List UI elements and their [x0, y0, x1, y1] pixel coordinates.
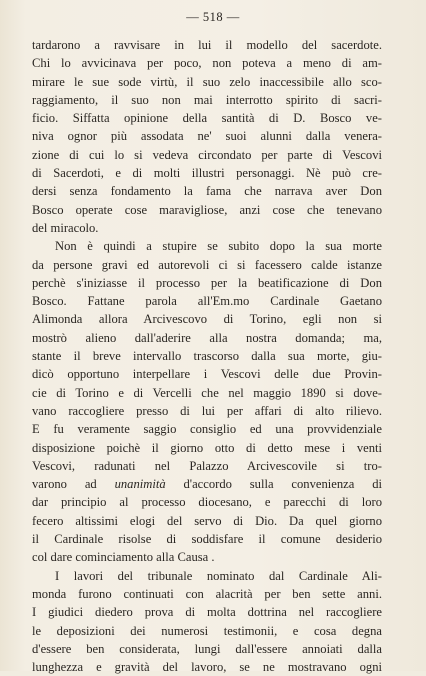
- text-line: varono ad unanimità d'accordo sulla convenienza di: [32, 477, 383, 492]
- text-line: cie di Torino e di Vercelli che nel maggio 1890 si dove-: [32, 385, 382, 400]
- text-line: vano raccogliere presso di lui per affari di alto rilievo.: [32, 403, 382, 418]
- text-line: del miracolo.: [32, 220, 99, 235]
- text-line: niva ognor più assodata ne' suoi alunni dalla venera-: [32, 129, 382, 144]
- text-line: Bosco operate cose maravigliose, anzi cose che tenevano: [32, 202, 382, 217]
- text-line: mostrò alieno dall'aderire alla nostra domanda; ma,: [32, 330, 382, 345]
- text-line: col dare cominciamento alla Causa .: [32, 550, 215, 565]
- text-line: da persone gravi ed autorevoli ci si facessero calde istanze: [32, 257, 382, 272]
- emphasized-word: unanimità: [114, 477, 166, 492]
- text-line: il Cardinale risolse di soddisfare il comune desiderio: [32, 532, 382, 547]
- text-line: stante il breve intervallo trascorso dalla sua morte, giu-: [32, 349, 382, 364]
- text-line: tardarono a ravvisare in lui il modello del sacerdote.: [32, 38, 382, 52]
- text-line: lunghezza e gravità del lavoro, se ne mostravano ogni: [32, 660, 382, 675]
- text-line: I lavori del tribunale nominato dal Cardinale Ali-: [55, 568, 382, 583]
- text-line: disposizione poichè il giorno otto di detto mese i venti: [32, 440, 382, 455]
- text-line: d'essere ben considerata, lungi dall'essere annoiati dalla: [32, 641, 382, 656]
- text-line: dersi senza fondamento la fama che narrava aver Don: [32, 184, 382, 199]
- text-line: zione di cui lo si vedeva circondato per parte di Vescovi: [32, 147, 382, 162]
- text-line: perchè s'iniziasse il processo per la beatificazione di Don: [32, 275, 382, 290]
- text-line: dar principio al processo diocesano, e parecchi di loro: [32, 495, 382, 510]
- text-line: Chi lo avvicinava per poco, non poteva a meno di am-: [32, 56, 382, 71]
- text-line: fecero altissimi elogi del servo di Dio. Da quel giorno: [32, 513, 382, 528]
- text-line: di Sacerdoti, e di molti illustri personaggi. Nè può cre-: [32, 166, 382, 181]
- text-line: mirare le sue sode virtù, il suo zelo inaccessibile allo sco-: [32, 74, 382, 89]
- text-line: ficio. Siffatta opinione della santità di D. Bosco ve-: [32, 111, 382, 126]
- text-line: Bosco. Fattane parola all'Em.mo Cardinale Gaetano: [32, 294, 382, 309]
- body-text: [32, 36, 382, 676]
- text-line: Non è quindi a stupire se subito dopo la sua morte: [55, 239, 382, 254]
- text-line: raggiamento, il suo non mai interrotto spirito di sacri-: [32, 92, 382, 107]
- text-line: Alimonda allora Arcivescovo di Torino, egli non si: [32, 312, 382, 327]
- page-number: — 518 —: [186, 10, 240, 24]
- text-line: le deposizioni dei numerosi testimonii, e cosa degna: [32, 623, 382, 638]
- text-line: I giudici diedero prova di molta dottrina nel raccogliere: [32, 605, 382, 620]
- text-line: Vescovi, radunati nel Palazzo Arcivescovile si tro-: [32, 458, 382, 473]
- text-line: dicò opportuno interpellare i Vescovi delle due Provin-: [32, 367, 382, 382]
- text-line: E fu veramente saggio consiglio ed una provvidenziale: [32, 422, 382, 437]
- text-line: monda furono continuati con alacrità per ben sette anni.: [32, 586, 382, 601]
